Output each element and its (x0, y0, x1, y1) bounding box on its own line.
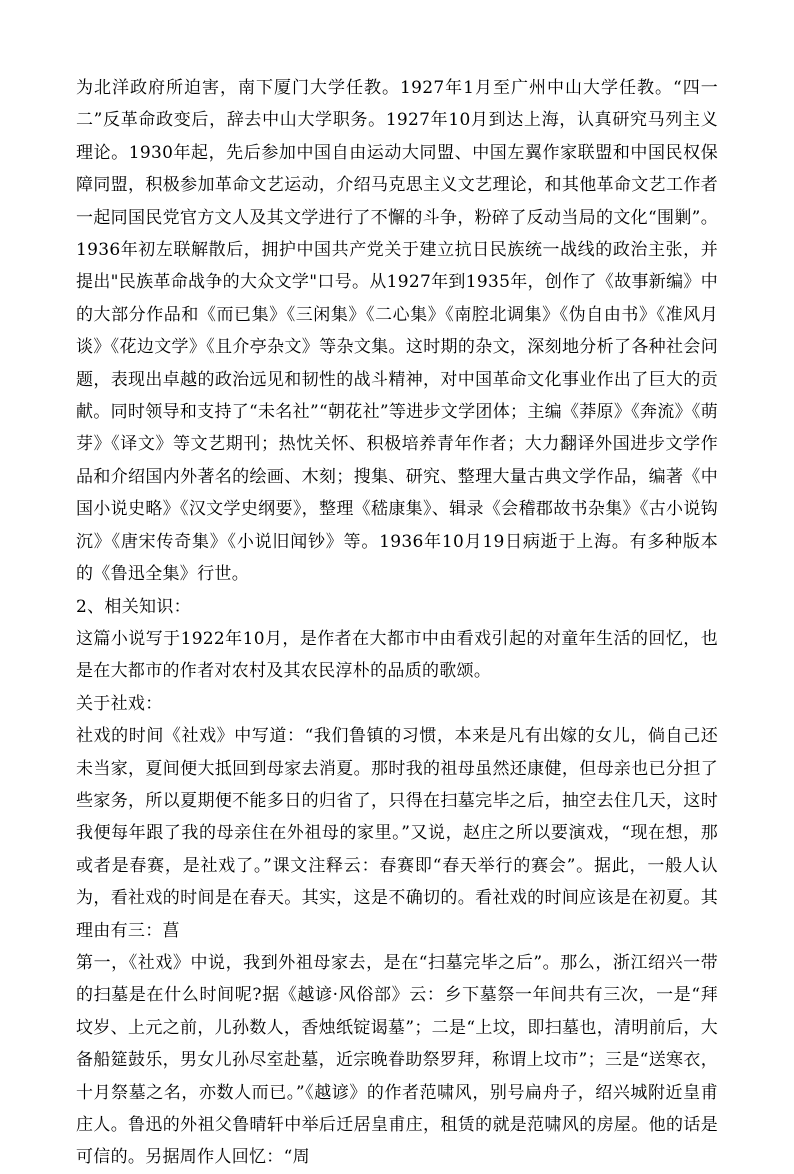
paragraph-story-background: 这篇小说写于1922年10月，是作者在大都市中由看戏引起的对童年生活的回忆，也是在大都市的作者对农村及其农民淳朴的品质的歌颂。 (76, 628, 718, 682)
document-page (76, 72, 718, 1174)
section-heading-related-knowledge: 2、相关知识： (76, 596, 191, 617)
paragraph-shexi-timing: 社戏的时间《社戏》中写道：“我们鲁镇的习惯，本来是凡有出嫁的女儿，倘自己还未当家，夏间便大抵回到母家去消夏。那时我的祖母虽然还康健，但母亲也已分担了些家务，所以夏期便不能多日的归省了，只得在扫墓完毕之后，抽空去住几天，这时我便每年跟了我的母亲住在外祖母的家里。”又说，赵庄之所以要演戏，“现在想，那或者是春赛，是社戏了。”课文注释云：春赛即“春天举行的赛会”。据此，一般人认为，看社戏的时间是在春天。其实，这是不确切的。看社戏的时间应该是在初夏。其理由有三：菖 (76, 726, 718, 941)
paragraph-reason-one: 第一，《社戏》中说，我到外祖母家去，是在“扫墓完毕之后”。那么，浙江绍兴一带的扫墓是在什么时间呢?据《越谚·风俗部》云：乡下墓祭一年间共有三次，一是“拜坟岁、上元之前，儿孙数人，香烛纸锭谒墓”；二是“上坟，即扫墓也，清明前后，大备船筵鼓乐，男女儿孙尽室赴墓，近宗晚眷助祭罗拜，称谓上坟市”；三是“送寒衣，十月祭墓之名，亦数人而已。”《越谚》的作者范啸风，别号扁舟子，绍兴城附近皇甫庄人。鲁迅的外祖父鲁晴轩中举后迁居皇甫庄，租赁的就是范啸风的房屋。他的话是可信的。另据周作人回忆：“周 (76, 952, 718, 1168)
paragraph-author-biography: 为北洋政府所迫害，南下厦门大学任教。1927年1月至广州中山大学任教。“四一二”反革命政变后，辞去中山大学职务。1927年10月到达上海，认真研究马列主义理论。1930年起，先后参加中国自由运动大同盟、中国左翼作家联盟和中国民权保障同盟，积极参加革命文艺运动，介绍马克思主义文艺理论，和其他革命文艺工作者一起同国民党官方文人及其文学进行了不懈的斗争，粉碎了反动当局的文化“围剿”。1936年初左联解散后，拥护中国共产党关于建立抗日民族统一战线的政治主张，并提出"民族革命战争的大众文学"口号。从1927年到1935年，创作了《故事新编》中的大部分作品和《而已集》《三闲集》《二心集》《南腔北调集》《伪自由书》《准风月谈》《花边文学》《且介亭杂文》等杂文集。这时期的杂文，深刻地分析了各种社会问题，表现出卓越的政治远见和韧性的战斗精神，对中国革命文化事业作出了巨大的贡献。同时领导和支持了“未名社”“朝花社”等进步文学团体；主编《莽原》《奔流》《萌芽》《译文》等文艺期刊；热忱关怀、积极培养青年作者；大力翻译外国进步文学作品和介绍国内外著名的绘画、木刻；搜集、研究、整理大量古典文学作品，编著《中国小说史略》《汉文学史纲要》，整理《嵇康集》、辑录《会稽郡故书杂集》《古小说钩沉》《唐宋传奇集》《小说旧闻钞》等。1936年10月19日病逝于上海。有多种版本的《鲁迅全集》行世。 (76, 78, 718, 585)
subheading-about-shexi: 关于社戏： (76, 693, 163, 714)
